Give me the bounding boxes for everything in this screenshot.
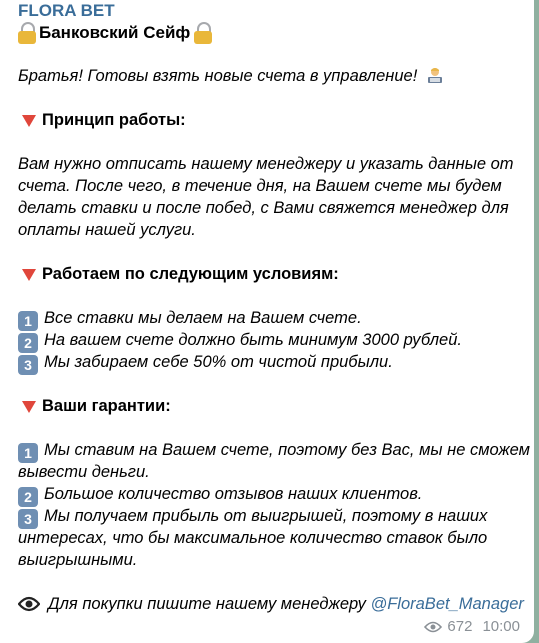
number-two-icon: 2 [18,487,38,507]
section-guarantees-title [18,397,171,416]
number-one-icon: 1 [18,443,38,463]
red-triangle-icon [22,269,36,281]
cta-line [18,595,524,614]
post-headline [18,22,212,44]
manager-link[interactable]: @FloraBet_Manager [370,595,524,613]
principle-line: счета. После чего, в течение дня, на Вашем счете мы будем [18,177,502,195]
condition-text: Мы забираем себе 50% от чистой прибыли. [44,353,393,371]
section-title-text: Ваши гарантии: [42,397,171,415]
red-triangle-icon [22,115,36,127]
red-triangle-icon [22,401,36,413]
section-principle-title [18,111,186,130]
guarantee-text: вывести деньги. [18,463,150,481]
guarantee-text: интересах, что бы максимальное количество ставок было [18,529,488,547]
number-two-icon: 2 [18,333,38,353]
section-title-text: Принцип работы: [42,111,186,129]
cta-text: Для покупки пишите нашему менеджеру [48,595,366,613]
condition-item [18,309,362,331]
headline-text: Банковский Сейф [39,23,191,42]
guarantee-text: Мы ставим на Вашем счете, поэтому без Вас, мы не сможем [44,441,530,459]
message-meta [424,618,520,635]
message-time: 10:00 [482,618,520,635]
principle-line: оплаты нашей услуги. [18,221,196,239]
intro-text: Братья! Готовы взять новые счета в управление! [18,67,418,85]
principle-line: делать ставки и после побед, с Вами свяжется менеджер для [18,199,509,217]
guarantee-item [18,485,422,507]
condition-item [18,353,393,375]
lock-icon [194,22,212,44]
principle-line: Вам нужно отписать нашему менеджеру и указать данные от [18,155,514,173]
channel-name[interactable]: FLORA BET [18,1,115,20]
guarantee-item [18,441,530,463]
condition-text: Все ставки мы делаем на Вашем счете. [44,309,362,327]
number-three-icon: 3 [18,509,38,529]
guarantee-text: Большое количество отзывов наших клиентов. [44,485,423,503]
condition-text: На вашем счете должно быть минимум 3000 рублей. [44,331,462,349]
section-title-text: Работаем по следующим условиям: [42,265,339,283]
views-count: 672 [447,618,473,635]
intro-line [18,66,444,86]
guarantee-item [18,507,487,529]
number-three-icon: 3 [18,355,38,375]
lock-icon [18,22,36,44]
guarantee-text: Мы получаем прибыль от выигрышей, поэтому в наших [44,507,488,525]
section-conditions-title [18,265,339,284]
eye-icon [18,596,40,612]
guarantee-text: выигрышными. [18,551,138,569]
number-one-icon: 1 [18,311,38,331]
views-eye-icon [424,621,442,633]
technologist-icon [426,66,444,84]
condition-item [18,331,462,353]
